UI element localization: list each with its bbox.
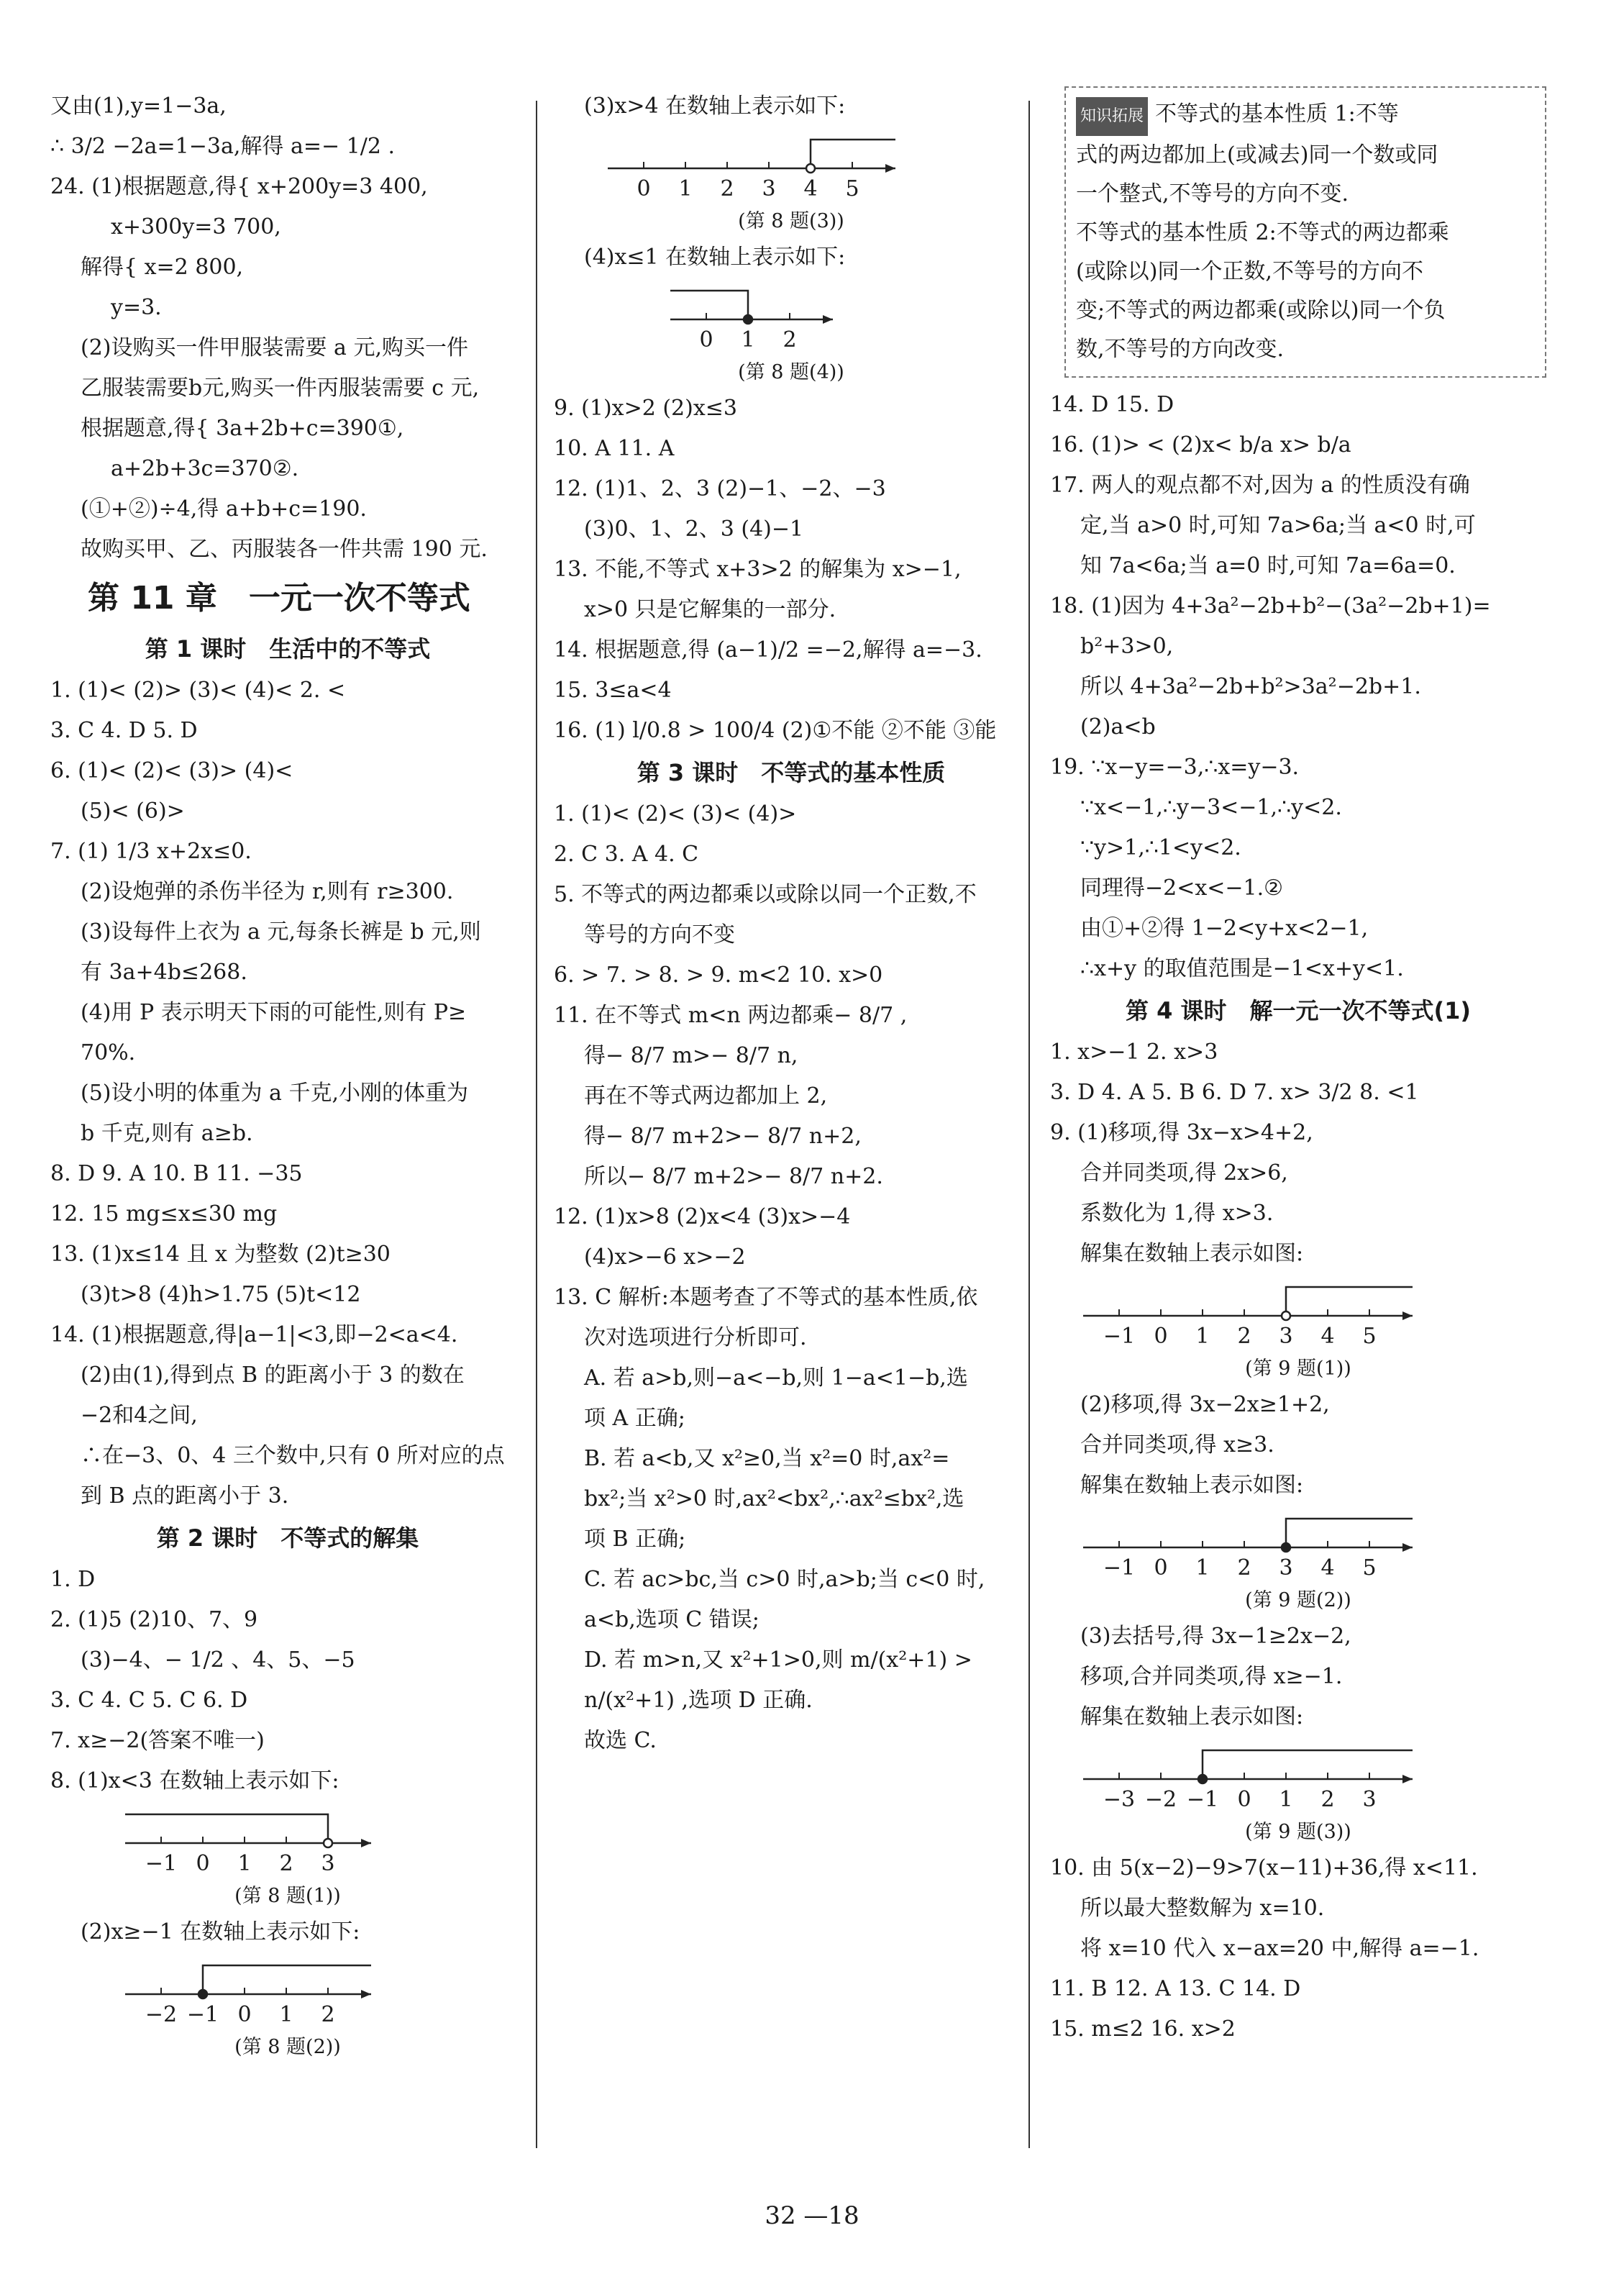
tick-label: 4	[1320, 1324, 1335, 1349]
tick-label: 1	[1279, 1787, 1293, 1812]
tick-label: −1	[145, 1851, 178, 1876]
section-heading: 第 11 章 一元一次不等式	[88, 580, 470, 617]
answer-line: 18. (1)因为 4+3a²−2b+b²−(3a²−2b+1)=	[1050, 594, 1491, 619]
number-line	[50, 1801, 525, 1881]
answer-line: n/(x²+1) ,选项 D 正确.	[584, 1688, 813, 1713]
number-line	[554, 127, 1028, 206]
closed-point	[1282, 1543, 1290, 1552]
answer-line: bx²;当 x²>0 时,ax²<bx²,∴ax²≤bx²,选	[584, 1486, 964, 1511]
answer-line: ∵y>1,∴1<y<2.	[1080, 835, 1241, 860]
answer-line: 解得{ x=2 800,	[81, 255, 244, 280]
answer-line: x+300y=3 700,	[111, 214, 281, 240]
answer-line: 10. A 11. A	[554, 436, 675, 461]
answer-line: (①+②)÷4,得 a+b+c=190.	[81, 496, 367, 522]
tick-label: 5	[1362, 1555, 1377, 1581]
answer-line: 得− 8/7 m+2>− 8/7 n+2,	[584, 1124, 862, 1149]
answer-column-3	[1050, 86, 1546, 2170]
tick-label: 1	[279, 2002, 293, 2027]
number-line-svg	[554, 127, 942, 206]
answer-line: (3)去括号,得 3x−1≥2x−2,	[1080, 1624, 1351, 1649]
answer-line: 19. ∵x−y=−3,∴x=y−3.	[1050, 755, 1300, 780]
tick-label: 1	[1195, 1555, 1210, 1581]
number-line	[1050, 1506, 1546, 1585]
solution-ray	[1286, 1287, 1413, 1316]
answer-line: B. 若 a<b,又 x²≥0,当 x²=0 时,ax²=	[584, 1446, 950, 1471]
answer-line: 1. D	[50, 1567, 96, 1592]
answer-line: a<b,选项 C 错误;	[584, 1607, 759, 1632]
answer-line: 故选 C.	[584, 1728, 657, 1753]
answer-line: 所以最大整数解为 x=10.	[1080, 1896, 1325, 1921]
section-heading: 第 4 课时 解一元一次不等式(1)	[1125, 997, 1472, 1024]
box-line: 变;不等式的两边都乘(或除以)同一个负	[1076, 298, 1446, 323]
closed-point	[1198, 1775, 1207, 1783]
answer-line: 又由(1),y=1−3a,	[50, 94, 227, 119]
answer-line: ∴在−3、0、4 三个数中,只有 0 所对应的点	[81, 1443, 505, 1468]
answer-line: y=3.	[111, 295, 162, 320]
axis-arrow-icon	[823, 315, 833, 324]
column-3-lines-c	[1050, 1616, 1546, 1737]
answer-line: 6. > 7. > 8. > 9. m<2 10. x>0	[554, 963, 883, 988]
answer-line: (4)用 P 表示明天下雨的可能性,则有 P≥	[81, 1000, 467, 1025]
tick-label: 1	[741, 327, 755, 353]
answer-line: (3)t>8 (4)h>1.75 (5)t<12	[81, 1282, 361, 1307]
answer-line: (2)a<b	[1080, 714, 1156, 740]
answer-column-2	[554, 86, 1028, 2170]
box-line: 不等式的基本性质 1:不等	[1155, 101, 1399, 127]
figure-caption: (第 8 题(2))	[234, 2036, 341, 2058]
answer-line: (3)0、1、2、3 (4)−1	[584, 517, 804, 542]
solution-ray	[1286, 1519, 1413, 1547]
answer-line: 15. 3≤a<4	[554, 678, 672, 703]
tick-label: −1	[1103, 1324, 1136, 1349]
tick-label: 2	[279, 1851, 293, 1876]
tick-label: 1	[237, 1851, 252, 1876]
answer-line: b 千克,则有 a≥b.	[81, 1121, 253, 1146]
section-heading: 第 3 课时 不等式的基本性质	[637, 759, 946, 786]
answer-line: 16. (1)> < (2)x< b/a x> b/a	[1050, 432, 1351, 458]
answer-line: 将 x=10 代入 x−ax=20 中,解得 a=−1.	[1080, 1936, 1479, 1961]
tick-label: −1	[186, 2002, 219, 2027]
answer-line: 14. 根据题意,得 (a−1)/2 =−2,解得 a=−3.	[554, 637, 982, 663]
number-line-svg	[1050, 1274, 1438, 1353]
answer-line: 合并同类项,得 2x>6,	[1080, 1160, 1288, 1186]
answer-line: 9. (1)x>2 (2)x≤3	[554, 396, 737, 421]
answer-line: 得− 8/7 m>− 8/7 n,	[584, 1043, 798, 1068]
answer-line: (2)设购买一件甲服装需要 a 元,购买一件	[81, 335, 468, 360]
tick-label: 3	[762, 176, 776, 201]
tick-label: 5	[845, 176, 859, 201]
answer-line: 8. D 9. A 10. B 11. −35	[50, 1161, 303, 1186]
tick-label: 0	[1154, 1555, 1168, 1581]
box-line: 数,不等号的方向改变.	[1076, 337, 1285, 362]
answer-line: 乙服装需要b元,购买一件丙服装需要 c 元,	[81, 376, 480, 401]
figure-caption: (第 8 题(1))	[234, 1885, 341, 1907]
answer-line: 10. 由 5(x−2)−9>7(x−11)+36,得 x<11.	[1050, 1855, 1478, 1881]
section-heading: 第 2 课时 不等式的解集	[156, 1524, 419, 1552]
answer-line: 12. 15 mg≤x≤30 mg	[50, 1201, 278, 1227]
answer-line: 11. B 12. A 13. C 14. D	[1050, 1976, 1301, 2001]
answer-line: 解集在数轴上表示如图:	[1080, 1241, 1304, 1266]
tick-label: 1	[678, 176, 693, 201]
solution-ray	[1203, 1750, 1413, 1779]
number-line	[554, 278, 1028, 357]
answer-line: 等号的方向不变	[584, 922, 735, 947]
answer-line: ∴x+y 的取值范围是−1<x+y<1.	[1080, 956, 1404, 981]
answer-line: b²+3>0,	[1080, 634, 1174, 659]
answer-line: (3)x>4 在数轴上表示如下:	[584, 94, 846, 119]
axis-arrow-icon	[1402, 1311, 1413, 1320]
answer-line: 15. m≤2 16. x>2	[1050, 2016, 1236, 2042]
box-line: 不等式的基本性质 2:不等式的两边都乘	[1076, 220, 1449, 245]
tick-label: 0	[237, 2002, 252, 2027]
answer-line: 解集在数轴上表示如图:	[1080, 1704, 1304, 1729]
tick-label: 1	[1195, 1324, 1210, 1349]
answer-line: (2)x≥−1 在数轴上表示如下:	[81, 1919, 360, 1945]
tick-label: 0	[196, 1851, 210, 1876]
answer-line: 11. 在不等式 m<n 两边都乘− 8/7 ,	[554, 1003, 908, 1028]
tick-label: 3	[1279, 1555, 1293, 1581]
page-number: 32 —18	[765, 2201, 859, 2230]
answer-line: 有 3a+4b≤268.	[81, 960, 247, 985]
column-1-lines	[50, 86, 525, 1801]
tick-label: 0	[699, 327, 713, 353]
figure-caption: (第 9 题(1))	[1245, 1358, 1351, 1380]
answer-line: (2)移项,得 3x−2x≥1+2,	[1080, 1392, 1330, 1417]
solution-ray	[670, 291, 748, 319]
open-point	[324, 1839, 332, 1847]
number-line	[1050, 1737, 1546, 1816]
answer-line: 17. 两人的观点都不对,因为 a 的性质没有确	[1050, 473, 1470, 498]
answer-line: 12. (1)1、2、3 (2)−1、−2、−3	[554, 476, 886, 501]
open-point	[806, 164, 815, 173]
tick-label: 3	[321, 1851, 335, 1876]
answer-line: (2)由(1),得到点 B 的距离小于 3 的数在	[81, 1363, 465, 1388]
answer-line: 13. 不能,不等式 x+3>2 的解集为 x>−1,	[554, 557, 962, 582]
axis-arrow-icon	[1402, 1775, 1413, 1783]
tick-label: 0	[1154, 1324, 1168, 1349]
answer-line: 知 7a<6a;当 a=0 时,可知 7a=6a=0.	[1080, 553, 1456, 578]
axis-arrow-icon	[1402, 1543, 1413, 1552]
number-line-svg	[50, 1801, 439, 1881]
tick-label: 2	[1320, 1787, 1335, 1812]
open-point	[1282, 1311, 1290, 1320]
answer-line: x>0 只是它解集的一部分.	[584, 597, 836, 622]
axis-arrow-icon	[361, 1839, 371, 1847]
section-heading: 第 1 课时 生活中的不等式	[145, 635, 431, 663]
answer-line: 7. (1) 1/3 x+2x≤0.	[50, 839, 252, 864]
answer-line: 系数化为 1,得 x>3.	[1080, 1201, 1274, 1226]
tick-label: 0	[637, 176, 651, 201]
tick-label: 2	[321, 2002, 335, 2027]
column-3-lines	[1050, 385, 1546, 1274]
answer-line: (3)设每件上衣为 a 元,每条长裤是 b 元,则	[81, 919, 481, 945]
figure-caption: (第 9 题(3))	[1245, 1821, 1351, 1843]
number-line	[1050, 1274, 1546, 1353]
answer-line: 由①+②得 1−2<y+x<2−1,	[1080, 916, 1369, 941]
answer-line: 到 B 点的距离小于 3.	[81, 1483, 289, 1509]
answer-line: (4)x≤1 在数轴上表示如下:	[584, 245, 846, 270]
figure-caption: (第 9 题(2))	[1245, 1589, 1351, 1611]
answer-line: 5. 不等式的两边都乘以或除以同一个正数,不	[554, 882, 977, 907]
box-line: 式的两边都加上(或减去)同一个数或同	[1076, 142, 1438, 168]
answer-line: 故购买甲、乙、丙服装各一件共需 190 元.	[81, 537, 488, 562]
number-line	[50, 1952, 525, 2032]
answer-column-1	[50, 86, 525, 2170]
answer-line: 合并同类项,得 x≥3.	[1080, 1432, 1274, 1457]
answer-line: 定,当 a>0 时,可知 7a>6a;当 a<0 时,可	[1080, 513, 1476, 538]
closed-point	[744, 315, 752, 324]
answer-line: 所以− 8/7 m+2>− 8/7 n+2.	[584, 1164, 883, 1189]
knowledge-tag: 知识拓展	[1076, 97, 1148, 136]
column-2-lines	[554, 388, 1028, 1761]
answer-line: 所以 4+3a²−2b+b²>3a²−2b+1.	[1080, 674, 1421, 699]
answer-line: 70%.	[81, 1040, 136, 1065]
answer-line: 8. (1)x<3 在数轴上表示如下:	[50, 1768, 339, 1793]
answer-line: 3. C 4. C 5. C 6. D	[50, 1688, 248, 1713]
answer-line: 13. (1)x≤14 且 x 为整数 (2)t≥30	[50, 1242, 391, 1267]
axis-arrow-icon	[361, 1990, 371, 1998]
number-line-svg	[554, 278, 942, 357]
tick-label: −1	[1103, 1555, 1136, 1581]
solution-ray	[125, 1814, 328, 1843]
tick-label: 2	[783, 327, 797, 353]
answer-line: 1. (1)< (2)< (3)< (4)>	[554, 801, 797, 827]
answer-line: (2)设炮弹的杀伤半径为 r,则有 r≥300.	[81, 879, 454, 904]
answer-line: (5)设小明的体重为 a 千克,小刚的体重为	[81, 1081, 468, 1106]
answer-line: (3)−4、− 1/2 、4、5、−5	[81, 1647, 355, 1673]
answer-line: 14. (1)根据题意,得|a−1|<3,即−2<a<4.	[50, 1322, 458, 1347]
answer-line: 3. C 4. D 5. D	[50, 718, 198, 743]
tick-label: 4	[803, 176, 818, 201]
answer-line: (4)x>−6 x>−2	[584, 1245, 746, 1270]
answer-line: a+2b+3c=370②.	[111, 456, 299, 481]
answer-line: 13. C 解析:本题考查了不等式的基本性质,依	[554, 1285, 978, 1310]
answer-line: 9. (1)移项,得 3x−x>4+2,	[1050, 1120, 1313, 1145]
column-3-lines-d	[1050, 1848, 1546, 2050]
number-line-svg	[1050, 1737, 1438, 1816]
answer-line: (5)< (6)>	[81, 799, 185, 824]
tick-label: 4	[1320, 1555, 1335, 1581]
answer-line: 3. D 4. A 5. B 6. D 7. x> 3/2 8. <1	[1050, 1080, 1419, 1105]
column-divider	[536, 101, 537, 2148]
tick-label: 3	[1362, 1787, 1377, 1812]
answer-line: 7. x≥−2(答案不唯一)	[50, 1728, 265, 1753]
answer-line: 16. (1) l/0.8 > 100/4 (2)①不能 ②不能 ③能	[554, 718, 997, 743]
answer-line: A. 若 a>b,则−a<−b,则 1−a<1−b,选	[584, 1365, 968, 1391]
column-3-lines-b	[1050, 1385, 1546, 1506]
answer-line: 项 B 正确;	[584, 1527, 686, 1552]
answer-line: 解集在数轴上表示如图:	[1080, 1473, 1304, 1498]
answer-line: 1. x>−1 2. x>3	[1050, 1040, 1218, 1065]
answer-line: 6. (1)< (2)< (3)> (4)<	[50, 758, 293, 783]
answer-line: 14. D 15. D	[1050, 392, 1174, 417]
answer-line: D. 若 m>n,又 x²+1>0,则 m/(x²+1) >	[584, 1647, 972, 1673]
answer-line: 再在不等式两边都加上 2,	[584, 1083, 828, 1109]
answer-line: 1. (1)< (2)> (3)< (4)< 2. <	[50, 678, 346, 703]
figure-caption: (第 8 题(4))	[738, 361, 844, 383]
axis-arrow-icon	[885, 164, 895, 173]
tick-label: 3	[1279, 1324, 1293, 1349]
answer-line: 2. (1)5 (2)10、7、9	[50, 1607, 258, 1632]
answer-line: 根据题意,得{ 3a+2b+c=390①,	[81, 416, 404, 441]
number-line-svg	[1050, 1506, 1438, 1585]
tick-label: −3	[1103, 1787, 1136, 1812]
tick-label: 2	[1237, 1555, 1251, 1581]
answer-line: 项 A 正确;	[584, 1406, 685, 1431]
tick-label: 2	[720, 176, 734, 201]
box-line: 一个整式,不等号的方向不变.	[1076, 181, 1349, 206]
number-line-svg	[50, 1952, 439, 2032]
tick-label: 0	[1237, 1787, 1251, 1812]
knowledge-extension-box	[1064, 86, 1546, 378]
answer-line: 24. (1)根据题意,得{ x+200y=3 400,	[50, 174, 428, 199]
tick-label: −2	[1144, 1787, 1177, 1812]
answer-line: ∵x<−1,∴y−3<−1,∴y<2.	[1080, 795, 1342, 820]
answer-line: 次对选项进行分析即可.	[584, 1325, 807, 1350]
answer-line: 同理得−2<x<−1.②	[1080, 876, 1284, 901]
tick-label: 5	[1362, 1324, 1377, 1349]
column-divider	[1028, 101, 1030, 2148]
closed-point	[199, 1990, 207, 1998]
answer-line: C. 若 ac>bc,当 c>0 时,a>b;当 c<0 时,	[584, 1567, 985, 1592]
answer-line: −2和4之间,	[81, 1403, 198, 1428]
box-line: (或除以)同一个正数,不等号的方向不	[1076, 259, 1423, 284]
answer-line: ∴ 3/2 −2a=1−3a,解得 a=− 1/2 .	[50, 134, 396, 159]
tick-label: −1	[1186, 1787, 1219, 1812]
answer-line: 移项,合并同类项,得 x≥−1.	[1080, 1664, 1343, 1689]
answer-line: 12. (1)x>8 (2)x<4 (3)x>−4	[554, 1204, 851, 1229]
figure-caption: (第 8 题(3))	[738, 210, 844, 232]
tick-label: −2	[145, 2002, 178, 2027]
tick-label: 2	[1237, 1324, 1251, 1349]
answer-line: 2. C 3. A 4. C	[554, 842, 699, 867]
